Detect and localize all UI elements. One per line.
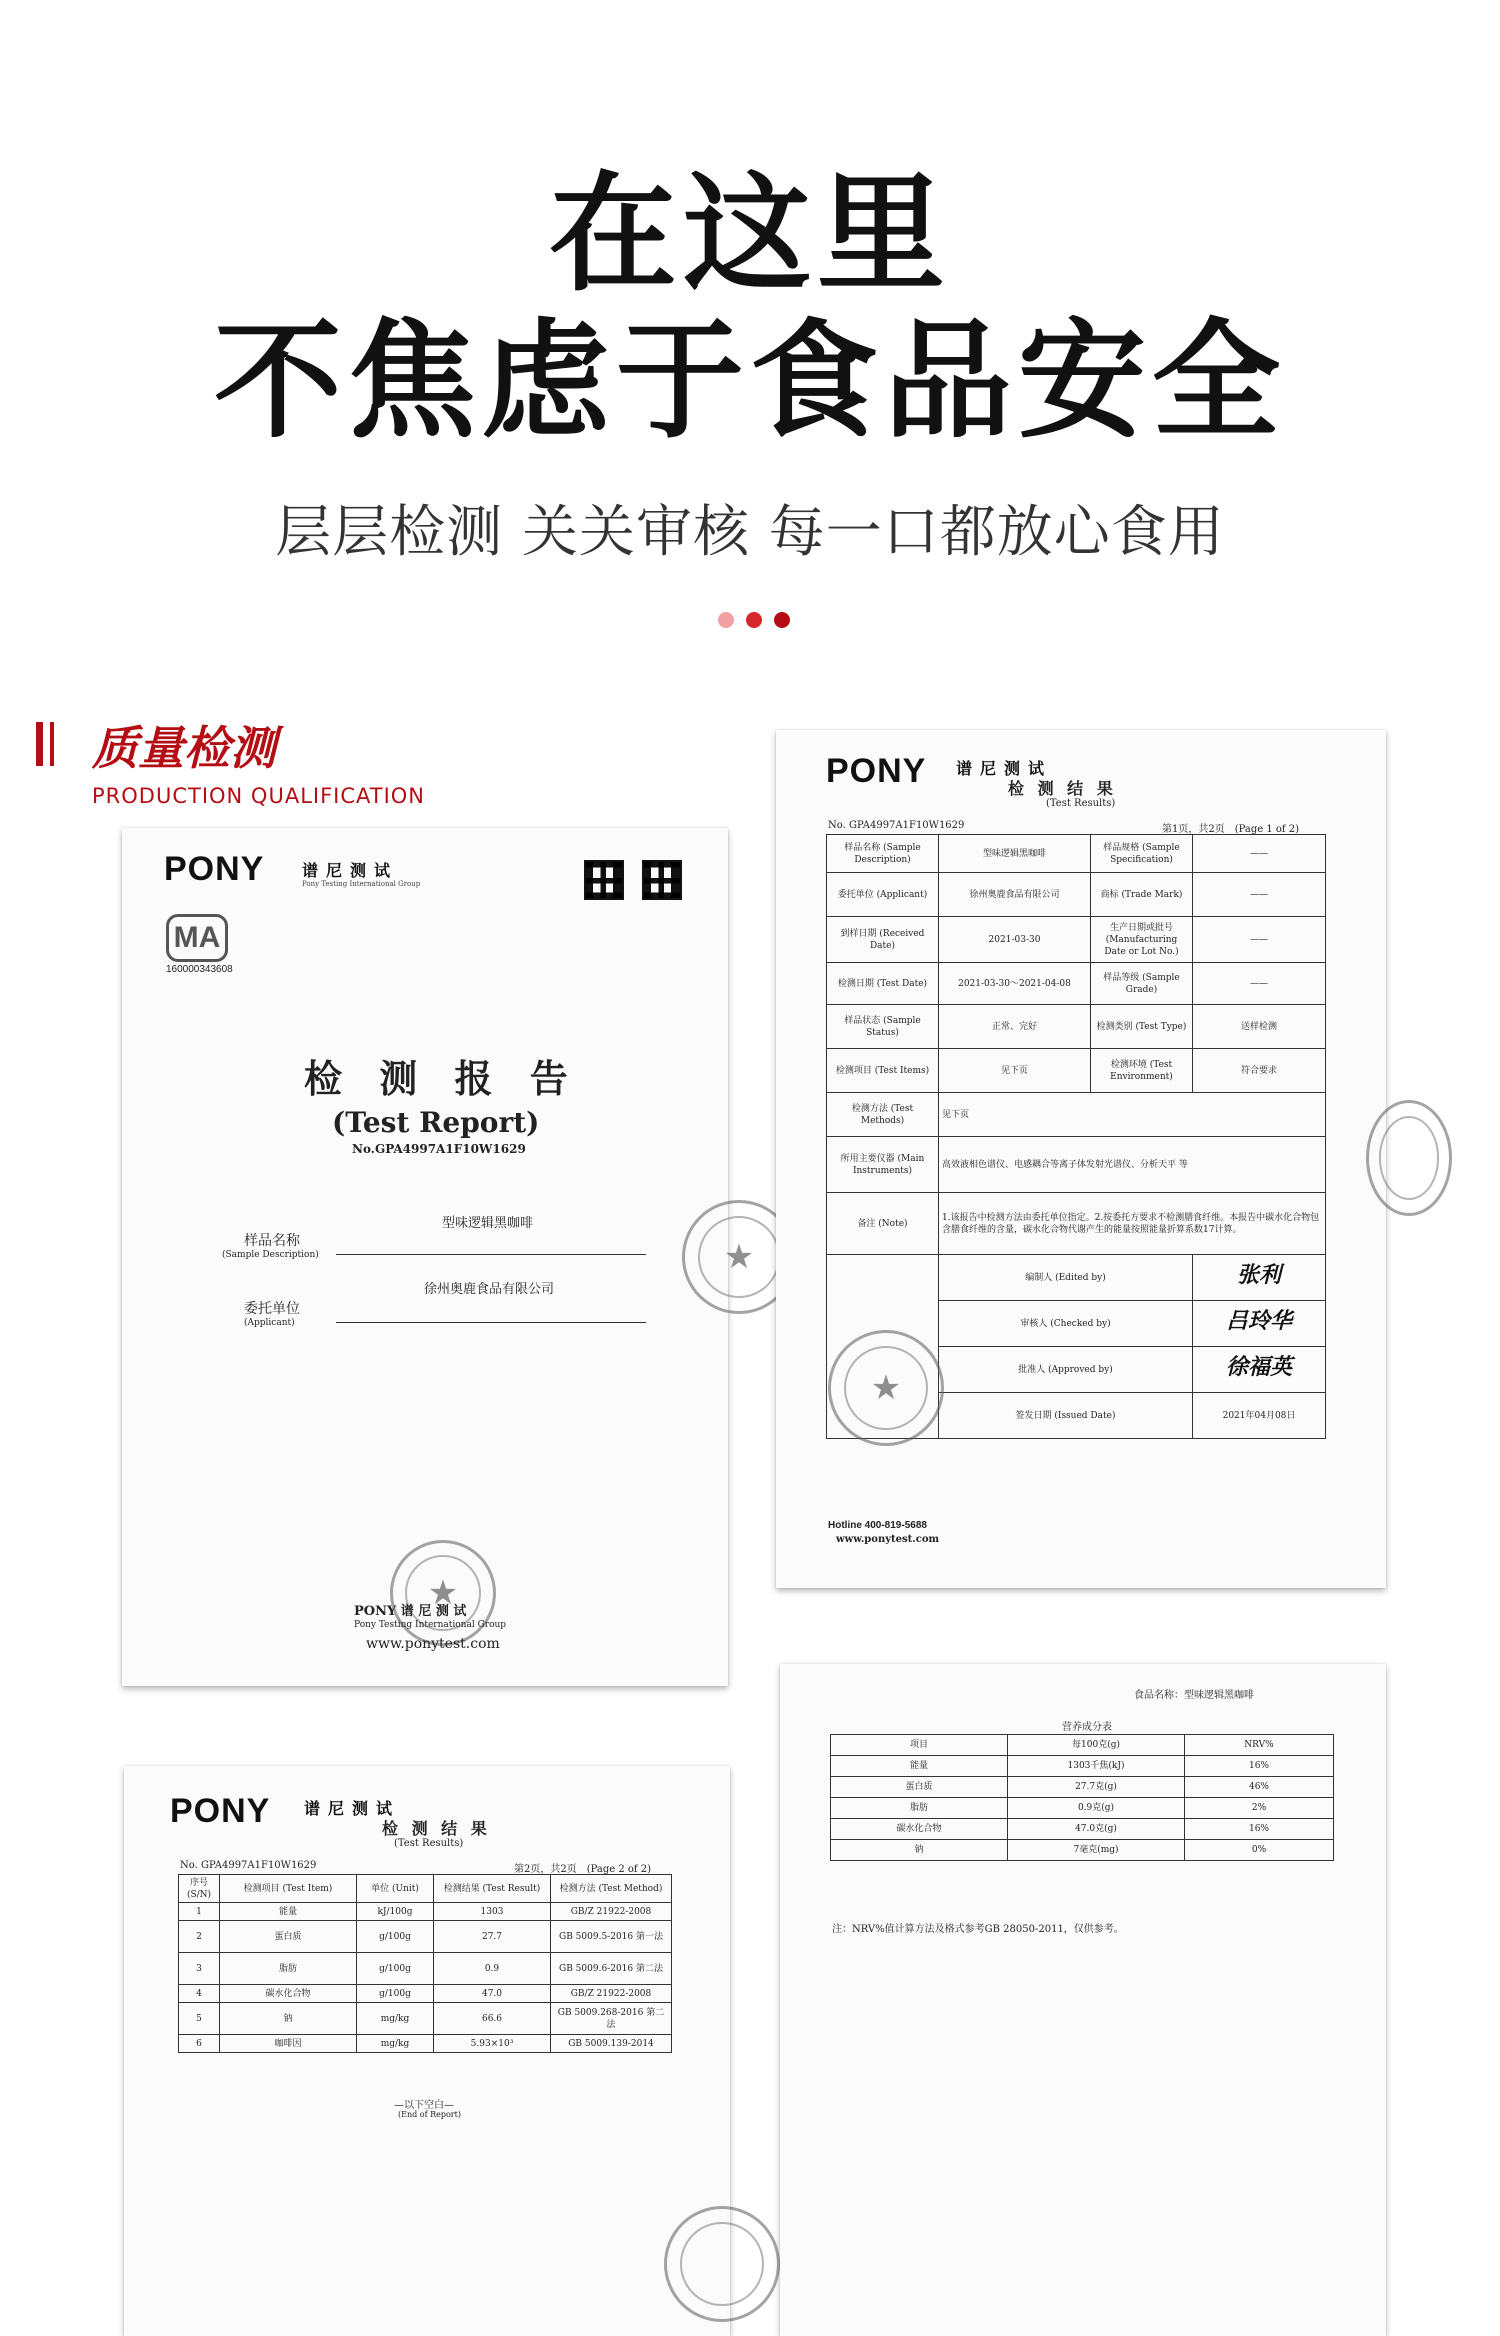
cover-title-cn: 检 测 报 告 <box>304 1056 580 1101</box>
pony-brand-cn: 谱尼测试 <box>956 759 1053 778</box>
hero-subtitle: 层层检测 关关审核 每一口都放心食用 <box>275 500 1225 565</box>
table-cell: 检测类别 (Test Type) <box>1091 1005 1193 1049</box>
table-row: 能量 1303千焦(kJ) 16% <box>831 1756 1334 1777</box>
table-cell <box>1193 1301 1326 1347</box>
results-heading: 检 测 结 果 <box>382 1819 491 1838</box>
section-title: 质量检测 <box>92 721 276 775</box>
cover-report-no: No.GPA4997A1F10W1629 <box>352 1142 526 1156</box>
nutrition-sheet <box>780 1664 1386 2336</box>
table-cell: 样品等级 (Sample Grade) <box>1091 963 1193 1005</box>
table-row: 5 钠 mg/kg 66.6 GB 5009.268-2016 第二法 <box>179 2003 672 2035</box>
table-row: 碳水化合物 47.0克(g) 16% <box>831 1819 1334 1840</box>
qr-code-icon <box>584 860 624 900</box>
divider <box>336 1322 646 1323</box>
table-row: 蛋白质 27.7克(g) 46% <box>831 1777 1334 1798</box>
cover-footer-brand: PONY 谱 尼 测 试 <box>354 1604 467 1619</box>
table-row: 钠 7毫克(mg) 0% <box>831 1840 1334 1861</box>
results-report-no: No. GPA4997A1F10W1629 <box>828 820 965 831</box>
section-bar-icon <box>50 722 54 766</box>
table-cell: —— <box>1193 963 1326 1005</box>
cover-applicant-value: 徐州奥鹿食品有限公司 <box>424 1282 555 1297</box>
results-page1-sheet <box>776 730 1386 1588</box>
official-seal-icon: ★ <box>390 1540 496 1646</box>
table-header: NRV% <box>1185 1735 1334 1756</box>
table-header: 项目 <box>831 1735 1008 1756</box>
table-cell: 编制人 (Edited by) <box>939 1255 1193 1301</box>
end-of-report: —以下空白— <box>394 2100 454 2111</box>
table-cell: 签发日期 (Issued Date) <box>939 1393 1193 1439</box>
dot-icon <box>774 612 790 628</box>
table-header: 单位 (Unit) <box>357 1875 434 1903</box>
table-cell: 见下页 <box>939 1093 1326 1137</box>
cover-footer-en: Pony Testing International Group <box>354 1620 507 1630</box>
table-cell: 样品规格 (Sample Specification) <box>1091 835 1193 873</box>
table-cell: —— <box>1193 835 1326 873</box>
decor-dots <box>718 612 790 628</box>
table-row: 2 蛋白质 g/100g 27.7 GB 5009.5-2016 第一法 <box>179 1921 672 1953</box>
pony-logo: PONY <box>826 752 927 790</box>
table-row: 6 咖啡因 mg/kg 5.93×10³ GB 5009.139-2014 <box>179 2035 672 2053</box>
table-header: 每100克(g) <box>1008 1735 1185 1756</box>
food-name: 食品名称：型味逻辑黑咖啡 <box>1134 1690 1254 1701</box>
table-cell: 符合要求 <box>1193 1049 1326 1093</box>
dot-icon <box>746 612 762 628</box>
table-cell: 到样日期 (Received Date) <box>827 917 939 963</box>
table-row: 4 碳水化合物 g/100g 47.0 GB/Z 21922-2008 <box>179 1985 672 2003</box>
cover-applicant-label-en: (Applicant) <box>244 1318 295 1328</box>
table-cell: 批准人 (Approved by) <box>939 1347 1193 1393</box>
signature-edited: 张利 <box>1236 1262 1281 1288</box>
results-heading-en: (Test Results) <box>394 1838 464 1849</box>
table-cell <box>1193 1255 1326 1301</box>
table-cell: 检测日期 (Test Date) <box>827 963 939 1005</box>
results-page-no: 第1页，共2页 (Page 1 of 2) <box>1162 824 1300 835</box>
table-cell: 所用主要仪器 (Main Instruments) <box>827 1137 939 1193</box>
results-page2-sheet <box>124 1766 730 2336</box>
signature-checked: 吕玲华 <box>1225 1308 1292 1334</box>
official-seal-icon: ★ <box>682 1200 796 1314</box>
end-of-report-en: (End of Report) <box>398 2110 461 2119</box>
cover-applicant-label: 委托单位 <box>244 1301 300 1317</box>
official-seal-icon <box>664 2206 780 2322</box>
table-header: 序号 (S/N) <box>179 1875 220 1903</box>
table-cell: 型味逻辑黑咖啡 <box>939 835 1091 873</box>
table-cell: 商标 (Trade Mark) <box>1091 873 1193 917</box>
table-cell: 检测环境 (Test Environment) <box>1091 1049 1193 1093</box>
results-report-no: No. GPA4997A1F10W1629 <box>180 1860 317 1871</box>
dot-icon <box>718 612 734 628</box>
pony-brand-cn: 谱尼测试 <box>304 1799 401 1818</box>
section-bar-icon <box>36 722 43 766</box>
signature-approved: 徐福英 <box>1225 1354 1292 1380</box>
website: www.ponytest.com <box>836 1534 940 1545</box>
table-cell: 审核人 (Checked by) <box>939 1301 1193 1347</box>
hotline: Hotline 400-819-5688 <box>828 1520 927 1531</box>
section-subtitle: PRODUCTION QUALIFICATION <box>92 784 426 808</box>
official-seal-icon: ★ <box>828 1330 944 1446</box>
table-cell: 样品名称 (Sample Description) <box>827 835 939 873</box>
table-cell: 样品状态 (Sample Status) <box>827 1005 939 1049</box>
pony-brand-cn: 谱尼测试 <box>302 861 399 880</box>
table-cell: 委托单位 (Applicant) <box>827 873 939 917</box>
nutrition-table-title: 营养成分表 <box>1062 1722 1112 1733</box>
table-cell: 高效液相色谱仪、电感耦合等离子体发射光谱仪、分析天平 等 <box>939 1137 1326 1193</box>
nutrition-table <box>830 1734 1334 1861</box>
cma-number: 160000343608 <box>166 964 233 975</box>
table-header: 检测结果 (Test Result) <box>434 1875 551 1903</box>
table-row: 3 脂肪 g/100g 0.9 GB 5009.6-2016 第二法 <box>179 1953 672 1985</box>
table-cell: 见下页 <box>939 1049 1091 1093</box>
table-cell: 送样检测 <box>1193 1005 1326 1049</box>
report-cover-sheet <box>122 828 755 1686</box>
divider <box>336 1254 646 1255</box>
cover-sample-value: 型味逻辑黑咖啡 <box>442 1216 534 1231</box>
table-cell: 备注 (Note) <box>827 1193 939 1255</box>
nutrition-note: 注：NRV%值计算方法及格式参考GB 28050-2011，仅供参考。 <box>832 1924 1124 1935</box>
cover-footer-url: www.ponytest.com <box>366 1636 500 1652</box>
table-row: 脂肪 0.9克(g) 2% <box>831 1798 1334 1819</box>
table-cell: 2021-03-30 <box>939 917 1091 963</box>
cover-title-en: (Test Report) <box>332 1106 540 1139</box>
hero-title-line1: 在这里 <box>548 160 951 309</box>
table-header: 检测方法 (Test Method) <box>551 1875 672 1903</box>
table-cell: 正常、完好 <box>939 1005 1091 1049</box>
table-cell: —— <box>1193 917 1326 963</box>
table-row: 1 能量 kJ/100g 1303 GB/Z 21922-2008 <box>179 1903 672 1921</box>
pony-logo: PONY <box>170 1792 271 1830</box>
cma-mark-icon: MA <box>166 914 228 962</box>
table-cell: 生产日期或批号 (Manufacturing Date or Lot No.) <box>1091 917 1193 963</box>
results-heading-en: (Test Results) <box>1046 798 1116 809</box>
table-cell: 1.该报告中检测方法由委托单位指定。2.按委托方要求不检测膳食纤维。本报告中碳水化合物包含膳食纤维的含量，碳水化合物代谢产生的能量按照能量折算系数17计算。 <box>939 1193 1326 1255</box>
hero-title-line2: 不焦虑于食品安全 <box>213 307 1286 456</box>
table-cell: 徐州奥鹿食品有限公司 <box>939 873 1091 917</box>
cover-sample-label: 样品名称 <box>244 1233 300 1249</box>
qr-code-icon <box>642 860 682 900</box>
table-header: 检测项目 (Test Item) <box>220 1875 357 1903</box>
cover-sample-label-en: (Sample Description) <box>222 1250 319 1260</box>
table-cell: 检测项目 (Test Items) <box>827 1049 939 1093</box>
pony-logo: PONY <box>164 850 265 888</box>
table-cell <box>1193 1347 1326 1393</box>
table-cell: 2021-03-30～2021-04-08 <box>939 963 1091 1005</box>
results-page-no: 第2页，共2页 (Page 2 of 2) <box>514 1864 652 1875</box>
results-heading: 检 测 结 果 <box>1008 779 1117 798</box>
test-results-table <box>178 1874 672 2053</box>
table-cell: 检测方法 (Test Methods) <box>827 1093 939 1137</box>
pony-brand-en: Pony Testing International Group <box>302 880 421 888</box>
table-cell: —— <box>1193 873 1326 917</box>
table-cell: 2021年04月08日 <box>1193 1393 1326 1439</box>
official-seal-icon <box>1366 1100 1452 1216</box>
